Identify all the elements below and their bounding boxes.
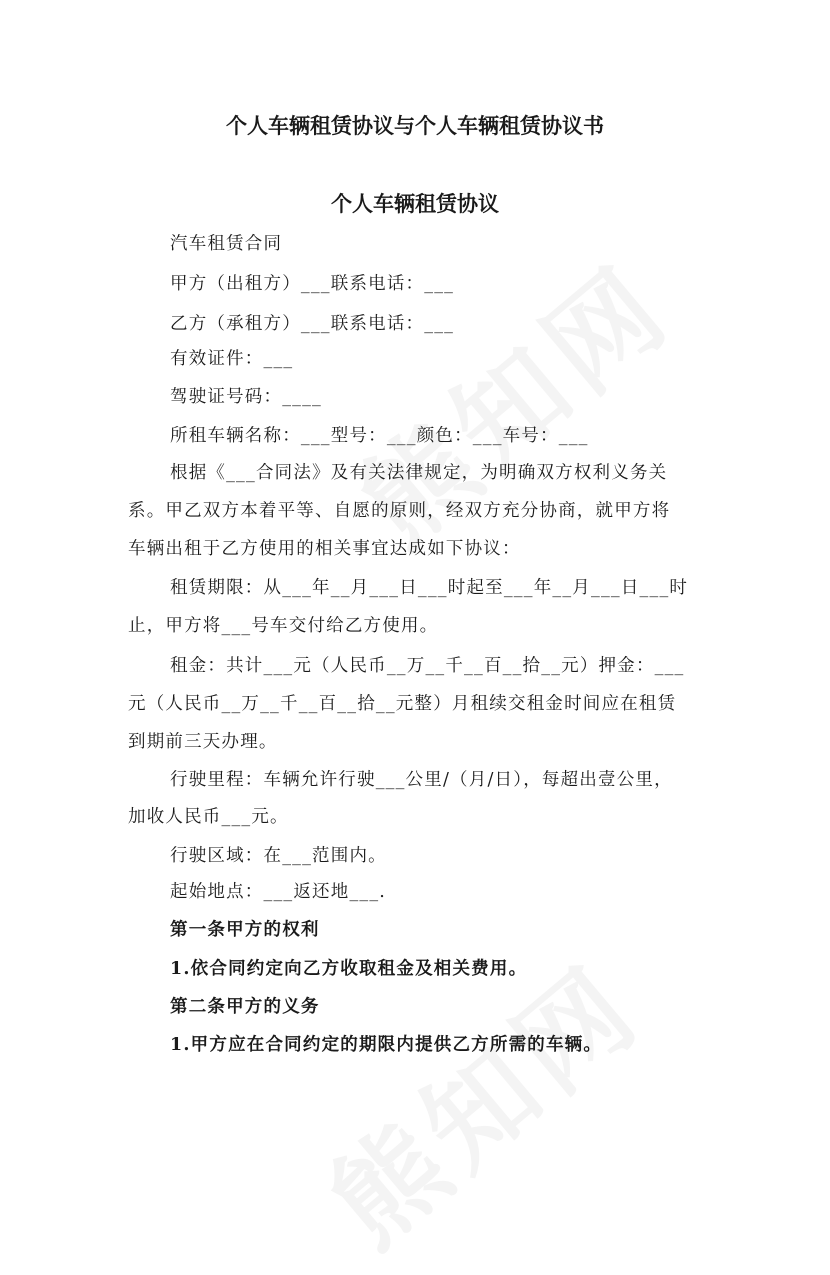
mileage-line: 加收人民币___元。 bbox=[128, 807, 289, 827]
vehicle-line: 所租车辆名称：___型号：___颜色：___车号：___ bbox=[170, 426, 589, 446]
rent-line: 元（人民币__万__千__百__拾__元整）月租续交租金时间应在租赁 bbox=[128, 694, 677, 714]
section-heading: 第二条甲方的义务 bbox=[170, 997, 320, 1017]
clause-line: 1.依合同约定向乙方收取租金及相关费用。 bbox=[170, 959, 528, 979]
term-line: 租赁期限：从___年__月___日___时起至___年__月___日___时 bbox=[170, 578, 689, 598]
document-title: 个人车辆租赁协议与个人车辆租赁协议书 bbox=[226, 113, 604, 138]
license-line: 驾驶证号码：____ bbox=[170, 387, 322, 407]
rent-line: 租金：共计___元（人民币__万__千__百__拾__元）押金：___ bbox=[170, 656, 685, 676]
paragraph-line: 系。甲乙双方本着平等、自愿的原则，经双方充分协商，就甲方将 bbox=[128, 501, 671, 521]
contract-name: 汽车租赁合同 bbox=[170, 234, 283, 254]
clause-line: 1.甲方应在合同约定的期限内提供乙方所需的车辆。 bbox=[170, 1035, 603, 1055]
paragraph-line: 根据《___合同法》及有关法律规定，为明确双方权利义务关 bbox=[170, 463, 668, 483]
rent-line: 到期前三天办理。 bbox=[128, 732, 278, 752]
location-line: 起始地点：___返还地___. bbox=[170, 882, 387, 902]
mileage-line: 行驶里程：车辆允许行驶___公里/（月/日），每超出壹公里， bbox=[170, 770, 673, 790]
agreement-title: 个人车辆租赁协议 bbox=[331, 191, 499, 216]
party-a-line: 甲方（出租方）___联系电话：___ bbox=[170, 274, 455, 294]
id-line: 有效证件：___ bbox=[170, 349, 294, 369]
section-heading: 第一条甲方的权利 bbox=[170, 920, 320, 940]
term-line: 止，甲方将___号车交付给乙方使用。 bbox=[128, 616, 439, 636]
area-line: 行驶区域：在___范围内。 bbox=[170, 846, 387, 866]
paragraph-line: 车辆出租于乙方使用的相关事宜达成如下协议： bbox=[128, 539, 521, 559]
party-b-line: 乙方（承租方）___联系电话：___ bbox=[170, 314, 455, 334]
